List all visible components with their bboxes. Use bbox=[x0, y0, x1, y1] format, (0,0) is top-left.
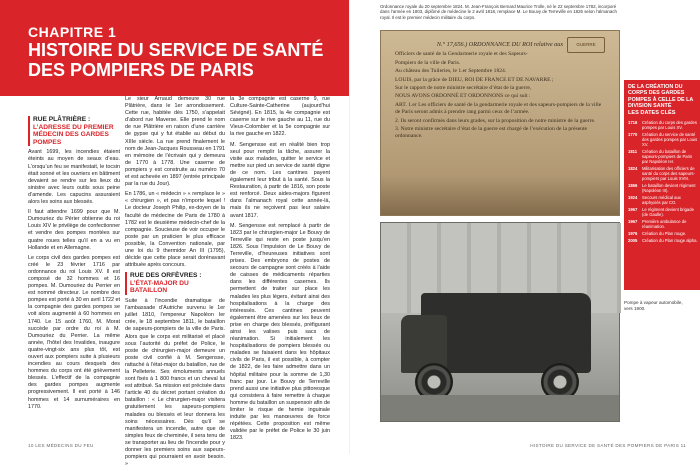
paragraph: Le corps civil des gardes pompes est créé le 23 février 1716 par ordonnance du roi Louis XV. Il est composé de 32 hommes et 16 pompes. M. Dumouriez du Perrier en est nommé directeur. Le nombre des pompes est porté à 30 en avril 1722 et la compagnie des gardes pompes se voit alors augmenté à 60 hommes en 1740. Le 15 août 1760, M. Morat succède par ordre du roi à M. Dumouriez du Perrier. La même année, l’hôtel des Invalides, inaugure quatre-vingt-six ans plus tôt, est ouvert aux pompiers suite à plusieurs incendies au cours desquels des hommes du corps ont été grièvement blessés. L’effectif de la compagnie des gardes pompes augmente progressivement. Il est porté à 146 hommes et 14 surnuméraires en 1770. bbox=[28, 254, 120, 410]
text-column-1 bbox=[28, 116, 120, 414]
date-year: 2005 bbox=[628, 238, 638, 243]
section-heading-b: L’ADRESSE DU PREMIER MÉDECIN DES GARDES POMPES bbox=[33, 123, 114, 146]
document-text bbox=[395, 41, 605, 142]
date-year: 1967 bbox=[628, 219, 638, 224]
date-year: 1976 bbox=[628, 231, 638, 236]
ordinance-document-photo bbox=[380, 30, 620, 216]
folio-left: 10 LES MÉDECINS DU FEU bbox=[28, 443, 94, 448]
document-line: LOUIS, par la grâce de DIEU, ROI DE FRANCE ET DE NAVARRE ; bbox=[395, 76, 554, 83]
document-caption: Ordonnance royale du 20 septembre 1824. M. Jean-François Bernard Maurice Trolle, né le 22 septembre 1782, incorporé dans l’armée en 1803, diplômé de médecine le 2 avril 1818, remplace M. Le Bouvy de Terreville en 1826 selon l’almanach royal. Il est le premier médecin militaire du corps. bbox=[380, 4, 617, 20]
date-item bbox=[628, 183, 698, 193]
section-heading-a: RUE DES ORFÈVRES : bbox=[130, 272, 202, 280]
date-text: Secours médical aux asphyxiés par CO. bbox=[642, 195, 681, 205]
document-line: ART. 1.er Les officiers de santé de la gendarmerie royale et des sapeurs-pompiers de la ville de Paris seront admis à prendre rang parmi ceux de l’armée. bbox=[395, 101, 602, 116]
page-title bbox=[28, 40, 348, 80]
section-heading-b: L’ÉTAT-MAJOR DU BATAILLON bbox=[130, 279, 189, 295]
document-line: Sur le rapport de notre ministre secrétaire d’état de la guerre, bbox=[395, 85, 532, 92]
date-item bbox=[628, 231, 698, 236]
paragraph: M. Sengensse est en réalité bien trop seul pour remplir la tâche, assurer la visite aux malades, quitter le service et mettre sur pied un service de santé digne de ce nom. Les cantines payent également leur tribut à la santé. Sous la Restauration, à partir de 1816, son poste est renforcé. Deux aides-majors figurent dans l’almanach royal cette année-là, mais ils ne reçoivent pas leur salaire avant 1817. bbox=[230, 141, 330, 219]
date-text: Première ambulance de réanimation. bbox=[642, 219, 687, 229]
dates-list bbox=[628, 120, 698, 245]
date-year: 1811 bbox=[628, 149, 638, 154]
paragraph: En 1786, un « médecin » « remplace le » « chirurgien », et pas n’importe lequel ! Le docteur Joseph Philip, ex-doyen de la faculté de médecine de Paris de 1780 à 1782 est le deuxième médecin-chef de la compagnie. Soucieuse de voir occuper le poste par un praticien le plus efficace possible, la Convention nationale, par une loi du 9 thermidor An III (1795), décide que cette place serait dorénavant attribuée après concours. bbox=[125, 191, 225, 269]
paragraph: Avant 1699, les incendies étaient éteints au moyen de seaux d’eau. L’orsqu’un feu se manifestait, le tocsin était sonné et les ouvriers en bâtiment devaient se rendre sur les lieux du sinistre avec leurs outils sous peine d’amende. Les capucins assuraient alors les soins aux blessés. bbox=[28, 149, 120, 206]
key-dates-sidebar bbox=[624, 80, 700, 290]
section-heading-orfevres bbox=[125, 272, 225, 295]
date-year: 1866 bbox=[628, 183, 638, 188]
paragraph: Le sieur Arnaud demeure 30 rue Plâtrière, dans le 1er arrondissement. Cette rue, habitée dès 1750, s’appelait d’abord rue Maverse. Elle prend le nom de rue Plâtrière en raison d’une carrière de gypse qui y fut établie au début du XIIIe siècle. La rue prend finalement le nom de Jean-Jacques Rousseau en 1791 en mémoire de l’écrivain qui y demeura de 1770 à 1778. Une caserne de pompiers y est construite au numéro 70 et est achevée en 1897 (entrée principale par la rue du Jour). bbox=[125, 96, 225, 188]
date-text: Création du bataillon de sapeurs-pompiers de Paris par Napoléon Ier. bbox=[642, 149, 693, 164]
date-text: Militarisation des officiers de santé du corps des sapeurs-pompiers par Louis XVIII. bbox=[642, 166, 695, 181]
folio-right: HISTOIRE DU SERVICE DE SANTÉ DES POMPIERS DE PARIS 11 bbox=[530, 443, 686, 448]
date-item bbox=[628, 207, 698, 217]
document-shadow bbox=[381, 175, 619, 215]
document-stamp: GUERRE bbox=[567, 37, 605, 53]
date-year: 1716 bbox=[628, 120, 638, 125]
title-line-2: DES POMPIERS DE PARIS bbox=[28, 60, 254, 80]
date-text: Création du Plan rouge alpha. bbox=[642, 238, 698, 243]
date-item bbox=[628, 238, 698, 243]
vehicle-caption: Pompe à vapeur automobile, vers 1900. bbox=[624, 300, 683, 311]
title-line-1: HISTOIRE DU SERVICE DE SANTÉ bbox=[28, 40, 324, 60]
chapter-header bbox=[0, 0, 350, 96]
date-item bbox=[628, 166, 698, 181]
sidebar-subtitle: LES DATES CLÉS bbox=[628, 110, 676, 116]
document-line: 2. Ils seront confirmés dans leurs grades, sur la proposition de notre ministre de la guerre. bbox=[395, 117, 596, 124]
sidebar-title: DE LA CRÉATION DU CORPS DES GARDES POMPES À CELLE DE LA DIVISION SANTÉ bbox=[628, 84, 694, 110]
document-line: Officiers de santé de la Gendarmerie royale et des Sapeurs- bbox=[395, 51, 528, 58]
paragraph: Il faut attendre 1699 pour que M. Dumouriez du Périer obtienne du roi Louis XIV le privilège de confectionner et vendre des pompes montées sur quatre roues telles qu’il en a vu en Hollande et en Allemagne. bbox=[28, 209, 120, 251]
document-line: Pompiers de la ville de Paris. bbox=[395, 59, 461, 66]
date-item bbox=[628, 120, 698, 130]
chapter-label: CHAPITRE 1 bbox=[28, 24, 117, 40]
date-year: 1770 bbox=[628, 132, 638, 137]
date-text: Le bataillon devient régiment (Napoléon III). bbox=[642, 183, 696, 193]
date-text: Le régiment devient brigade (de Gaulle). bbox=[642, 207, 694, 217]
date-item bbox=[628, 149, 698, 164]
ground bbox=[381, 395, 619, 421]
date-item bbox=[628, 219, 698, 229]
date-item bbox=[628, 132, 698, 147]
document-line: NOUS AVONS ORDONNÉ ET ORDONNONS ce qui suit : bbox=[395, 93, 531, 100]
date-year: 1967 bbox=[628, 207, 638, 212]
text-column-2 bbox=[125, 96, 225, 471]
section-heading-a: RUE PLÂTRIÈRE : bbox=[33, 116, 91, 123]
left-page bbox=[0, 0, 350, 468]
steam-pump-vehicle-photo bbox=[380, 222, 620, 422]
date-text: Création du service de santé des gardes pompes par Louis XV. bbox=[642, 132, 698, 147]
paragraph: la 3e compagnie est caserne 9, rue Culture-Sainte-Catherine (aujourd’hui Sévigné). En 1815, la 4e compagnie est caserne sur le rive gauche au 11, rue du Vieux-Colombier et la 5e compagnie sur la rive gauche en 1822. bbox=[230, 96, 330, 138]
date-item bbox=[628, 195, 698, 205]
date-year: 1924 bbox=[628, 195, 638, 200]
text-column-3 bbox=[230, 96, 330, 446]
document-line: Au château des Tuileries, le 1.er Septembre 1824. bbox=[395, 68, 507, 75]
paragraph: Suite à l’incendie dramatique de l’ambassade d’Autriche survenu le 1er juillet 1810, l’empereur Napoléon Ier crée, le 18 septembre 1811, le bataillon de sapeurs-pompiers de la ville de Paris. Alors que le corps est militarisé et placé sous l’autorité du préfet de Police, le poste de chirurgien-major demeure un poste civil confié à M. Sengensse, rattaché à l’état-major du bataillon, rue de la Pelleterie. Ses émoluments annuels sont fixés à 1 800 francs et un cheval lui est attribué. Sa mission est précisée dans l’article 40 du décret portant création du bataillon : « Le chirurgien-major visitera gratuitement les sapeurs-pompiers malades ou blessés et leur donnera les soins nécessaires. Dès qu’il se manifestera un incendie, autre que de simples feux de cheminée, il sera tenu de se transporter au lieu de l’incendie pour y donner les premiers soins aux sapeurs-pompiers qui pourraient en avoir besoin. » bbox=[125, 298, 225, 468]
date-text: Création du corps des gardes pompes par Louis XV. bbox=[642, 120, 697, 130]
paragraph: M. Sengensse est remplacé à partir de 1823 par le chirurgien-major Le Bouvy de Terreville qui reste en poste jusqu’en 1826. Sous l’impulsion de Le Bouvy de Terreville, d’heureuses initiatives sont prises. Des embryons de postes de secours de campagne sont créés à l’aide de caisses de médicaments réparties dans les différentes casernes. Ils permettent de traiter sur place les malades les plus légers, évitant ainsi des hospitalisations à la charge des intéressés. Ces cantines peuvent également être amenées sur les lieux de prise en charge des blessés, préfigurant ainsi les valises puis sacs de réanimation. Si initialement les hospitalisations de pompiers blessés ou malades se faisaient dans les hôpitaux civils de Paris, il est possible, à compter de 1822, de les faire admettre dans un hôpital militaire pour la somme de 1,30 franc par jour. Le Bouvy de Terreville prend aussi une initiative plus pittoresque qui consistera à faire remettre à chaque homme du bataillon un suspensoir afin de limiter le risque de hernie inguinale induite par les manœuvres de force répétées. Cette proposition est même validée par le préfet de Police le 30 juin 1823. bbox=[230, 222, 330, 442]
section-heading-platriere bbox=[28, 116, 120, 146]
date-year: 1824 bbox=[628, 166, 638, 171]
document-number: N.° 17,656.) ORDONNANCE DU ROI relative aux bbox=[436, 41, 564, 48]
document-line: 3. Notre ministre secrétaire d’état de la guerre est chargé de l’exécution de la présente ordonnance. bbox=[395, 126, 588, 140]
date-text: Création du Plan rouge. bbox=[642, 231, 687, 236]
